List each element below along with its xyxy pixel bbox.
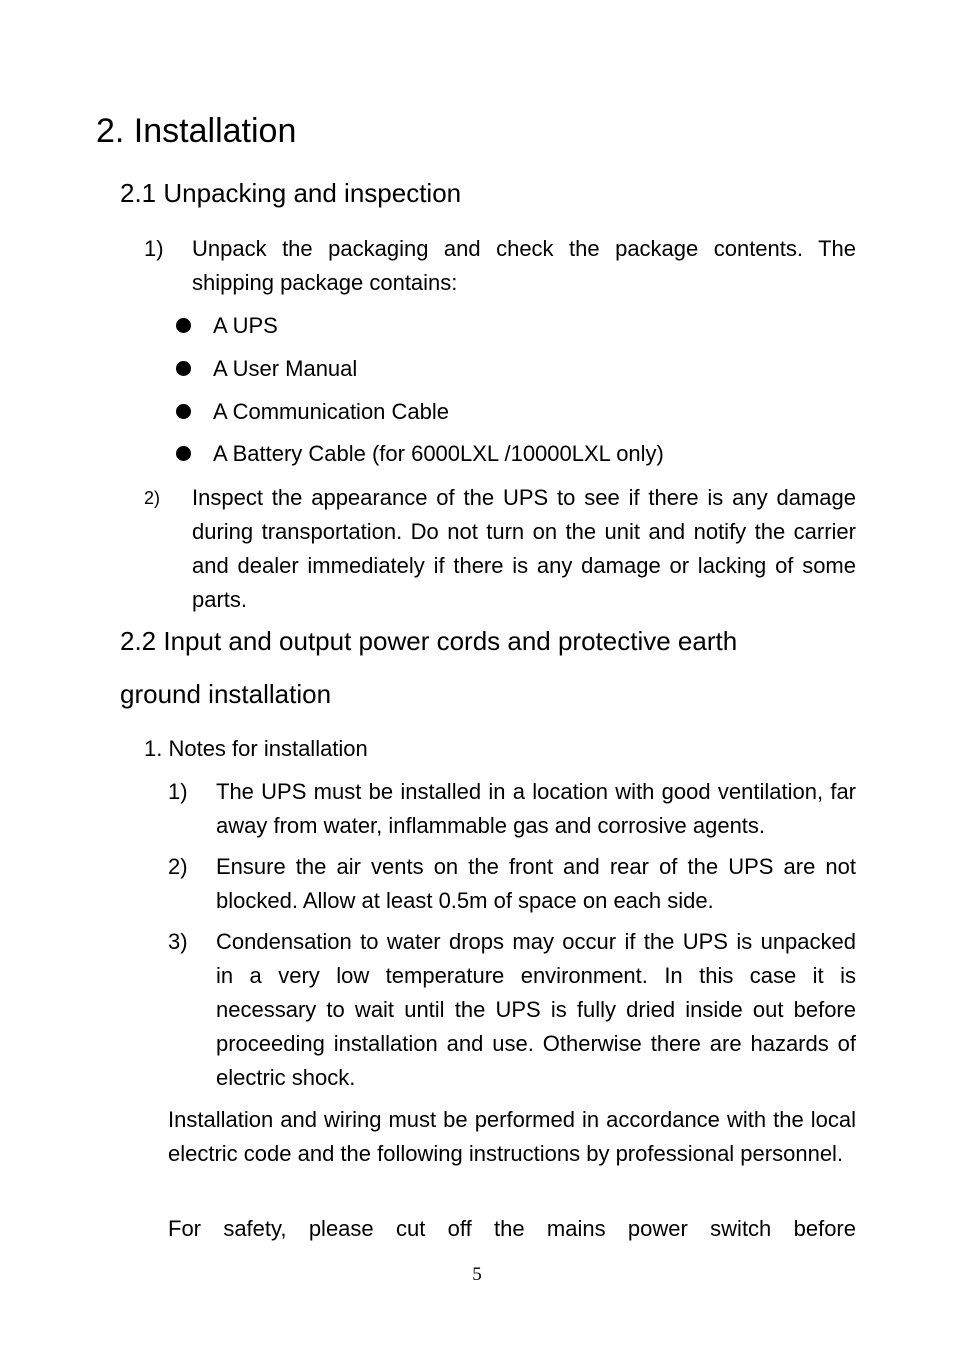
notes-heading: 1. Notes for installation — [144, 736, 368, 761]
section-2-2-heading-line-1: 2.2 Input and output power cords and protective earth — [120, 626, 738, 656]
note-2-text: Ensure the air vents on the front and rear of the UPS are not blocked. Allow at least 0.5m of space on each side. — [216, 854, 856, 913]
list-item: A Communication Cable — [213, 399, 450, 424]
note-3-number: 3) — [168, 929, 188, 954]
list-item: A Battery Cable (for 6000LXL /10000LXL only) — [213, 441, 664, 466]
note-1-number: 1) — [168, 779, 188, 804]
item-1-number: 1) — [144, 236, 164, 261]
list-item: A User Manual — [213, 356, 358, 381]
bullet-icon — [176, 446, 191, 461]
bullet-icon — [176, 404, 191, 419]
item-2-number: 2) — [144, 488, 161, 508]
note-3-text: Condensation to water drops may occur if the UPS is unpacked in a very low temperature environment. In this case it is necessary to wait until the UPS is fully dried inside out before proceeding installation and use. Otherwise there are hazards of electric shock. — [216, 929, 856, 1090]
safety-paragraph: For safety, please cut off the mains power switch before — [168, 1216, 856, 1241]
section-2-1-heading: 2.1 Unpacking and inspection — [120, 178, 462, 208]
note-2-number: 2) — [168, 854, 188, 879]
note-1-text: The UPS must be installed in a location with good ventilation, far away from water, inflammable gas and corrosive agents. — [216, 779, 856, 838]
item-1-text: Unpack the packaging and check the package contents. The shipping package contains: — [192, 236, 856, 295]
item-2-text: Inspect the appearance of the UPS to see if there is any damage during transportation. Do not turn on the unit and notify the carrier and dealer immediately if there is any damage or lacking of some parts. — [192, 485, 856, 612]
bullet-icon — [176, 361, 191, 376]
section-2-2-heading-line-2: ground installation — [120, 679, 332, 709]
page-number: 5 — [472, 1264, 482, 1285]
page-title: 2. Installation — [96, 112, 297, 150]
list-item: A UPS — [213, 313, 278, 338]
bullet-icon — [176, 318, 191, 333]
installation-paragraph: Installation and wiring must be performed in accordance with the local electric code and the following instructions by professional personnel. — [168, 1107, 856, 1166]
